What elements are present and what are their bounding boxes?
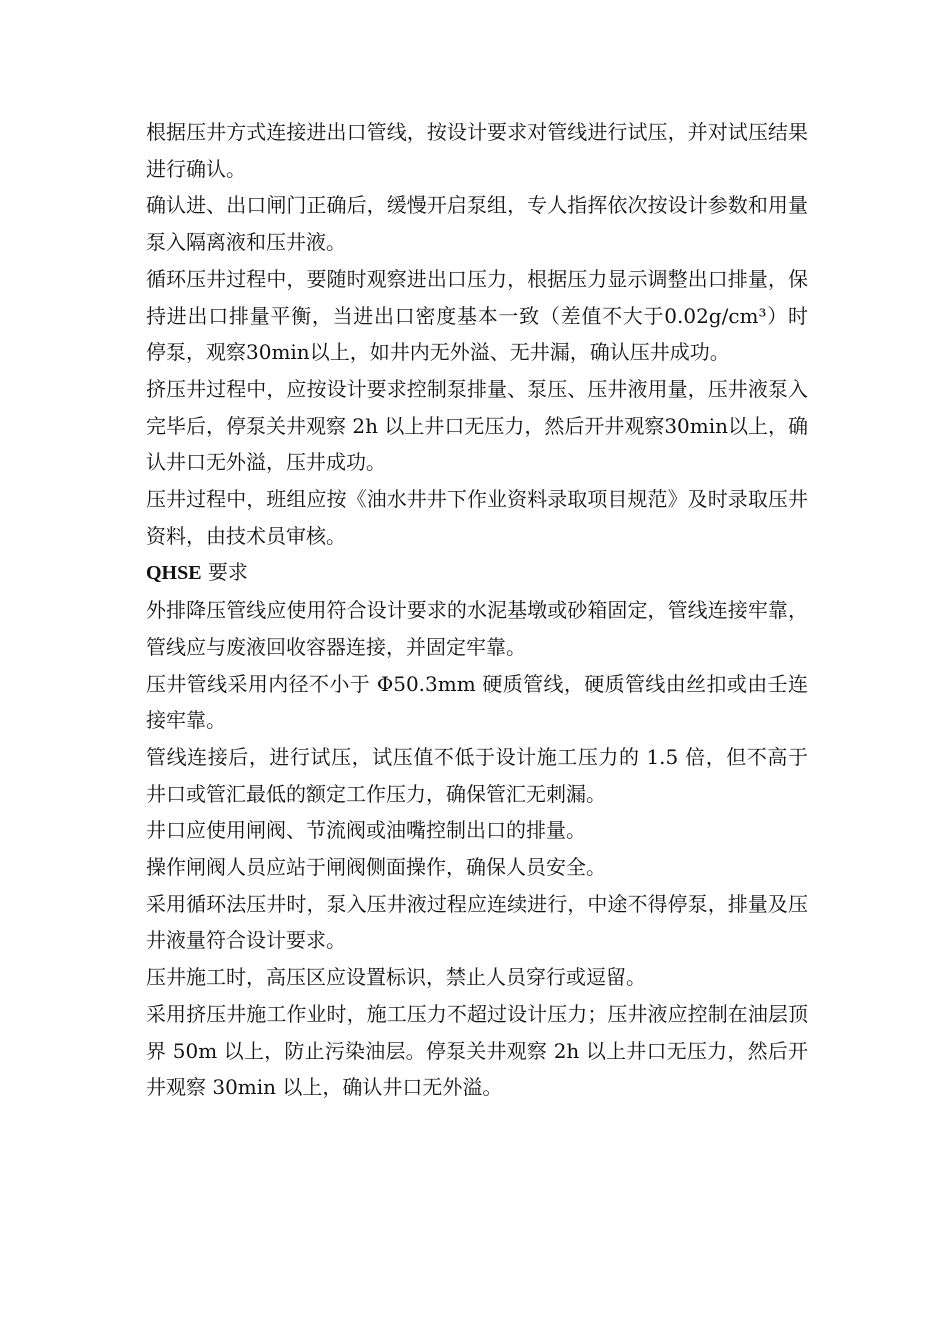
document-body	[146, 114, 808, 1106]
paragraph-valve-operation: 操作闸阀人员应站于闸阀侧面操作，确保人员安全。	[146, 855, 606, 880]
paragraph-pressure-test: 管线连接后，进行试压，试压值不低于设计施工压力的 1.5 倍，但不高于井口或管汇最低的额定工作压力，确保管汇无刺漏。	[146, 744, 808, 806]
paragraph-discharge-line: 外排降压管线应使用符合设计要求的水泥基墩或砂箱固定，管线连接牢靠，管线应与废液回收容器连接，并固定牢靠。	[146, 598, 808, 659]
paragraph-record-data: 压井过程中，班组应按《油水井井下作业资料录取项目规范》及时录取压井资料，由技术员审核。	[146, 487, 808, 548]
paragraph-squeeze-kill: 挤压井过程中，应按设计要求控制泵排量、泵压、压井液用量，压井液泵入完毕后，停泵关井观察 2h 以上井口无压力，然后开井观察30min以上，确认井口无外溢，压井成功。	[146, 376, 809, 475]
section-heading-rest: 要求	[201, 560, 248, 585]
section-heading-bold: QHSE	[146, 562, 202, 585]
paragraph-squeeze-operation: 采用挤压井施工作业时，施工压力不超过设计压力；压井液应控制在油层顶界 50m 以上，防止污染油层。停泵关井观察 2h 以上井口无压力，然后开井观察 30min 以上，确认井口无外溢。	[146, 1001, 808, 1100]
paragraph-high-pressure-zone: 压井施工时，高压区应设置标识，禁止人员穿行或逗留。	[146, 965, 646, 990]
paragraph-circulation-method: 采用循环法压井时，泵入压井液过程应连续进行，中途不得停泵，排量及压井液量符合设计要求。	[146, 891, 808, 953]
paragraph-circulation-kill: 循环压井过程中，要随时观察进出口压力，根据压力显示调整出口排量，保持进出口排量平衡，当进出口密度基本一致（差值不大于0.02g/cm³）时停泵，观察30min以上，如井内无外溢、无井漏，确认压井成功。	[146, 266, 808, 365]
paragraph-kill-line-spec: 压井管线采用内径不小于 Φ50.3mm 硬质管线，硬质管线由丝扣或由壬连接牢靠。	[146, 671, 808, 733]
section-heading-qhse	[146, 554, 808, 592]
paragraph-start-pump: 确认进、出口闸门正确后，缓慢开启泵组，专人指挥依次按设计参数和用量泵入隔离液和压井液。	[146, 193, 808, 255]
paragraph-connect-lines: 根据压井方式连接进出口管线，按设计要求对管线进行试压，并对试压结果进行确认。	[146, 120, 808, 181]
paragraph-wellhead-control: 井口应使用闸阀、节流阀或油嘴控制出口的排量。	[146, 818, 586, 843]
